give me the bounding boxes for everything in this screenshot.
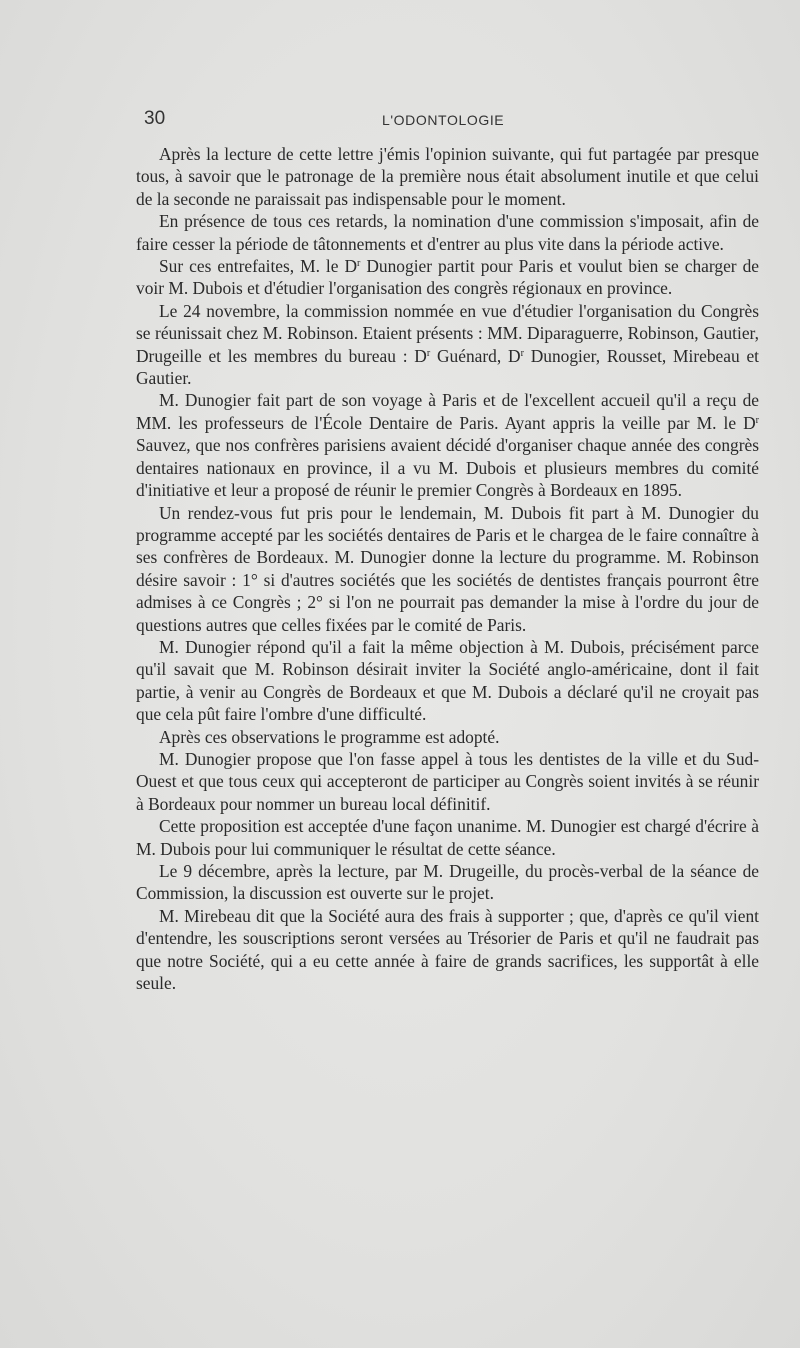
paragraph: Le 9 décembre, après la lecture, par M. Drugeille, du procès-verbal de la séance de Commission, la discussion est ouverte sur le projet. — [136, 861, 759, 904]
superscript: r — [426, 347, 431, 359]
text-segment: Dunogier, Rousset, Mirebeau et Gautier. — [136, 345, 759, 389]
text-segment: Dunogier partit pour Paris et voulut bien se charger de voir M. Dubois et d'étudier l'organisation des congrès régionaux en province. — [136, 256, 759, 299]
paragraph: Cette proposition est acceptée d'une façon unanime. M. Dunogier est chargé d'écrire à M. Dubois pour lui communiquer le résultat de cette séance. — [136, 816, 759, 859]
paragraph: Après la lecture de cette lettre j'émis l'opinion suivante, qui fut partagée par presque tous, à savoir que le patronage de la première nous était absolument inutile et que celui de la seconde ne paraissait pas indispensable pour le moment. — [136, 144, 759, 209]
superscript: r — [357, 258, 361, 270]
text-segment: Guénard, D — [430, 345, 521, 366]
page-number: 30 — [144, 108, 166, 129]
paragraph: En présence de tous ces retards, la nomination d'une commission s'imposait, afin de faire cesser la période de tâtonnements et d'entrer au plus vite dans la période active. — [136, 211, 759, 254]
page-header — [144, 108, 759, 138]
text-segment: M. Dunogier fait part de son voyage à Paris et de l'excellent accueil qu'il a reçu de MM. les professeurs de l'École Dentaire de Paris. Ayant appris la veille par M. le D — [136, 390, 759, 433]
paragraph: M. Mirebeau dit que la Société aura des frais à supporter ; que, d'après ce qu'il vient d'entendre, les souscriptions seront versées au Trésorier de Paris et qu'il ne faudrait pas que notre Société, qui a eu cette année à faire de grands sacrifices, les supportât à elle seule. — [136, 905, 759, 994]
body-text — [136, 143, 759, 994]
text-segment: Sauvez, que nos confrères parisiens avaient décidé d'organiser chaque année des congrès dentaires nationaux en province, il a vu M. Dubois et plusieurs membres du comité d'initiative et leur a proposé de réunir le premier Congrès à Bordeaux en 1895. — [136, 435, 759, 501]
paragraph — [136, 255, 759, 300]
text-segment: Le 24 novembre, la commission nommée en vue d'étudier l'organisation du Congrès se réunissait chez M. Robinson. Etaient présents : MM. Diparaguerre, Robinson, Gautier, Drugeille et les membres du bureau : D — [136, 300, 759, 366]
paragraph: M. Dunogier propose que l'on fasse appel à tous les dentistes de la ville et du Sud-Ouest et que tous ceux qui accepteront de participer au Congrès soient invités à se réunir à Bordeaux pour nommer un bureau local définitif. — [136, 748, 759, 814]
paragraph — [136, 389, 759, 501]
superscript: r — [755, 414, 759, 426]
superscript: r — [520, 347, 524, 359]
paragraph: M. Dunogier répond qu'il a fait la même objection à M. Dubois, précisément parce qu'il savait que M. Robinson désirait inviter la Société anglo-américaine, dont il fait partie, à venir au Congrès de Bordeaux et que M. Dubois a déclaré qu'il ne croyait pas que cela pût faire l'ombre d'une difficulté. — [136, 636, 759, 725]
text-segment: Sur ces entrefaites, M. le D — [159, 256, 358, 277]
paragraph: Un rendez-vous fut pris pour le lendemain, M. Dubois fit part à M. Dunogier du programme accepté par les sociétés dentaires de Paris et le chargea de le faire connaître à ses confrères de Bordeaux. M. Dunogier donne la lecture du programme. M. Robinson désire savoir : 1° si d'autres sociétés que les sociétés de dentistes français pourront être admises à ce Congrès ; 2° si l'on ne pourrait pas demander la mise à l'ordre du jour de questions autres que celles fixées par le comité de Paris. — [136, 502, 759, 635]
paragraph: Après ces observations le programme est adopté. — [159, 726, 500, 747]
running-title: L'ODONTOLOGIE — [382, 112, 505, 128]
paragraph — [136, 300, 759, 390]
